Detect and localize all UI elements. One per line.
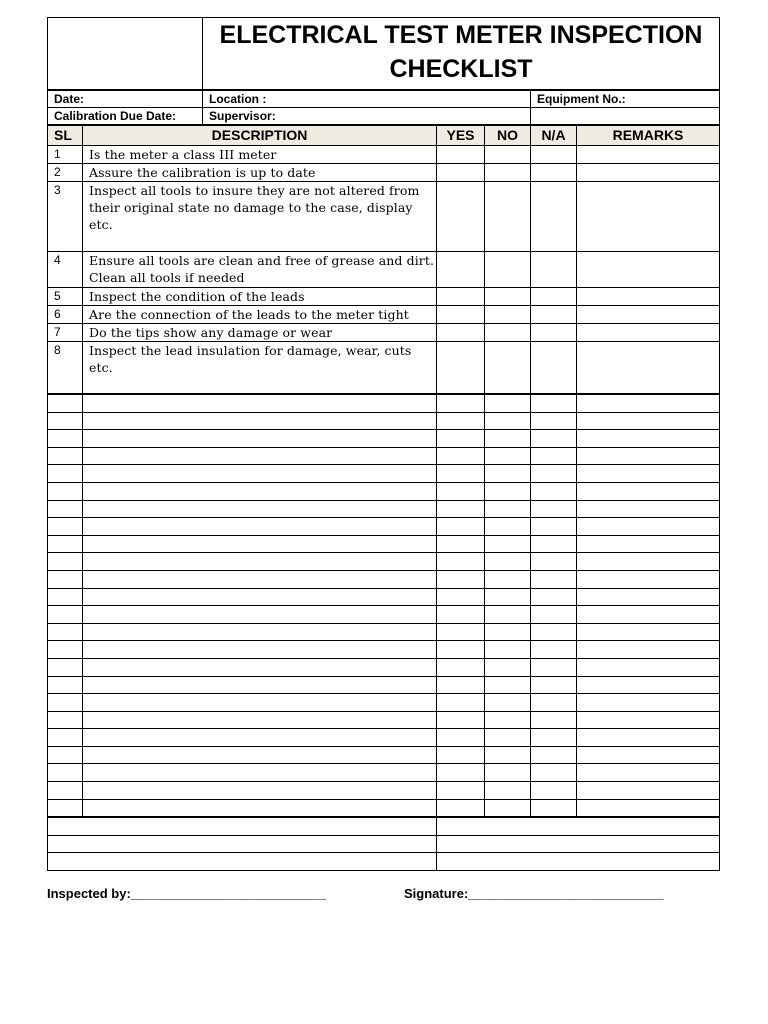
yes-cell[interactable] <box>437 146 485 164</box>
description-cell[interactable] <box>83 500 437 518</box>
remarks-cell[interactable] <box>577 711 720 729</box>
empty-row <box>48 729 720 747</box>
na-cell[interactable] <box>531 447 577 465</box>
row-sl: 7 <box>48 324 83 342</box>
remarks-cell[interactable] <box>577 252 720 288</box>
row-description: Are the connection of the leads to the meter tight <box>83 306 437 324</box>
na-cell[interactable] <box>531 146 577 164</box>
remarks-cell[interactable] <box>577 306 720 324</box>
description-cell[interactable] <box>83 535 437 553</box>
supervisor-field[interactable]: Supervisor: <box>203 108 531 125</box>
row-description: Inspect the lead insulation for damage, wear, cuts etc. <box>83 342 437 394</box>
remarks-cell[interactable] <box>577 430 720 448</box>
empty-row <box>48 606 720 624</box>
remarks-cell[interactable] <box>577 412 720 430</box>
yes-cell[interactable] <box>437 288 485 306</box>
date-field[interactable]: Date: <box>48 91 203 108</box>
remarks-cell[interactable] <box>577 782 720 800</box>
yes-cell[interactable] <box>437 729 485 747</box>
empty-row <box>48 535 720 553</box>
inspected-by-field[interactable]: Inspected by:___________________________ <box>47 886 327 901</box>
remarks-cell[interactable] <box>577 658 720 676</box>
table-row <box>48 324 720 342</box>
description-cell[interactable] <box>83 606 437 624</box>
note-row <box>48 853 720 871</box>
no-cell[interactable] <box>485 606 531 624</box>
sl-cell[interactable] <box>48 588 83 606</box>
no-cell[interactable] <box>485 447 531 465</box>
no-cell[interactable] <box>485 500 531 518</box>
no-cell[interactable] <box>485 182 531 252</box>
empty-row <box>48 518 720 536</box>
sl-cell[interactable] <box>48 465 83 483</box>
no-cell[interactable] <box>485 412 531 430</box>
remarks-cell[interactable] <box>577 676 720 694</box>
no-cell[interactable] <box>485 799 531 817</box>
na-cell[interactable] <box>531 711 577 729</box>
description-cell[interactable] <box>83 782 437 800</box>
sl-cell[interactable] <box>48 518 83 536</box>
no-cell[interactable] <box>485 342 531 394</box>
yes-cell[interactable] <box>437 395 485 413</box>
blank-rows <box>48 395 720 817</box>
yes-cell[interactable] <box>437 164 485 182</box>
empty-row <box>48 782 720 800</box>
row-description: Do the tips show any damage or wear <box>83 324 437 342</box>
no-cell[interactable] <box>485 658 531 676</box>
empty-row <box>48 430 720 448</box>
blank-meta-cell[interactable] <box>531 108 720 125</box>
yes-cell[interactable] <box>437 799 485 817</box>
no-cell[interactable] <box>485 623 531 641</box>
yes-cell[interactable] <box>437 518 485 536</box>
sl-cell[interactable] <box>48 430 83 448</box>
na-cell[interactable] <box>531 588 577 606</box>
no-cell[interactable] <box>485 729 531 747</box>
remarks-cell[interactable] <box>577 518 720 536</box>
remarks-cell[interactable] <box>577 623 720 641</box>
no-cell[interactable] <box>485 746 531 764</box>
yes-cell[interactable] <box>437 430 485 448</box>
yes-cell[interactable] <box>437 694 485 712</box>
description-cell[interactable] <box>83 482 437 500</box>
empty-row <box>48 676 720 694</box>
checklist-sheet <box>47 17 719 871</box>
no-cell[interactable] <box>485 146 531 164</box>
note-rows <box>48 818 720 871</box>
remarks-cell[interactable] <box>577 553 720 571</box>
sl-cell[interactable] <box>48 500 83 518</box>
no-cell[interactable] <box>485 288 531 306</box>
no-cell[interactable] <box>485 518 531 536</box>
yes-cell[interactable] <box>437 711 485 729</box>
row-sl: 1 <box>48 146 83 164</box>
col-remarks: REMARKS <box>577 126 720 146</box>
remarks-cell[interactable] <box>577 395 720 413</box>
no-cell[interactable] <box>485 306 531 324</box>
remarks-cell[interactable] <box>577 694 720 712</box>
na-cell[interactable] <box>531 746 577 764</box>
na-cell[interactable] <box>531 729 577 747</box>
na-cell[interactable] <box>531 182 577 252</box>
na-cell[interactable] <box>531 306 577 324</box>
description-cell[interactable] <box>83 447 437 465</box>
na-cell[interactable] <box>531 782 577 800</box>
yes-cell[interactable] <box>437 482 485 500</box>
yes-cell[interactable] <box>437 252 485 288</box>
column-header-row <box>48 126 720 146</box>
table-row <box>48 146 720 164</box>
remarks-cell[interactable] <box>577 146 720 164</box>
empty-row <box>48 553 720 571</box>
description-cell[interactable] <box>83 553 437 571</box>
table-row <box>48 342 720 394</box>
description-cell[interactable] <box>83 746 437 764</box>
logo-box <box>48 18 203 90</box>
empty-row <box>48 465 720 483</box>
row-sl: 6 <box>48 306 83 324</box>
remarks-cell[interactable] <box>577 465 720 483</box>
col-na: N/A <box>531 126 577 146</box>
yes-cell[interactable] <box>437 746 485 764</box>
sl-cell[interactable] <box>48 412 83 430</box>
note-cell-left[interactable] <box>48 818 437 836</box>
no-cell[interactable] <box>485 535 531 553</box>
blank-rows-table <box>47 394 720 817</box>
empty-row <box>48 799 720 817</box>
na-cell[interactable] <box>531 324 577 342</box>
table-row <box>48 306 720 324</box>
no-cell[interactable] <box>485 694 531 712</box>
remarks-cell[interactable] <box>577 746 720 764</box>
sl-cell[interactable] <box>48 764 83 782</box>
row-sl: 3 <box>48 182 83 252</box>
location-field[interactable]: Location : <box>203 91 531 108</box>
remarks-cell[interactable] <box>577 500 720 518</box>
yes-cell[interactable] <box>437 447 485 465</box>
no-cell[interactable] <box>485 553 531 571</box>
empty-row <box>48 764 720 782</box>
table-row <box>48 164 720 182</box>
sl-cell[interactable] <box>48 447 83 465</box>
sl-cell[interactable] <box>48 641 83 659</box>
sl-cell[interactable] <box>48 746 83 764</box>
no-cell[interactable] <box>485 764 531 782</box>
note-cell-right[interactable] <box>437 835 720 853</box>
na-cell[interactable] <box>531 570 577 588</box>
description-cell[interactable] <box>83 465 437 483</box>
na-cell[interactable] <box>531 764 577 782</box>
remarks-cell[interactable] <box>577 447 720 465</box>
remarks-cell[interactable] <box>577 164 720 182</box>
empty-row <box>48 746 720 764</box>
row-description: Inspect all tools to insure they are not altered from their original state no damage to the case, display etc. <box>83 182 437 252</box>
description-cell[interactable] <box>83 623 437 641</box>
remarks-cell[interactable] <box>577 535 720 553</box>
sl-cell[interactable] <box>48 535 83 553</box>
no-cell[interactable] <box>485 676 531 694</box>
no-cell[interactable] <box>485 164 531 182</box>
description-cell[interactable] <box>83 588 437 606</box>
col-sl: SL <box>48 126 83 146</box>
title-line-2: CHECKLIST <box>389 55 533 83</box>
remarks-cell[interactable] <box>577 729 720 747</box>
page-title <box>203 18 720 90</box>
na-cell[interactable] <box>531 676 577 694</box>
description-cell[interactable] <box>83 641 437 659</box>
sl-cell[interactable] <box>48 694 83 712</box>
description-cell[interactable] <box>83 799 437 817</box>
remarks-cell[interactable] <box>577 588 720 606</box>
note-row <box>48 835 720 853</box>
signature-field[interactable]: Signature:___________________________ <box>404 886 664 901</box>
notes-table <box>47 817 720 871</box>
no-cell[interactable] <box>485 465 531 483</box>
yes-cell[interactable] <box>437 553 485 571</box>
yes-cell[interactable] <box>437 641 485 659</box>
yes-cell[interactable] <box>437 535 485 553</box>
sl-cell[interactable] <box>48 553 83 571</box>
empty-row <box>48 447 720 465</box>
remarks-cell[interactable] <box>577 182 720 252</box>
row-description: Is the meter a class III meter <box>83 146 437 164</box>
table-row <box>48 252 720 288</box>
sl-cell[interactable] <box>48 799 83 817</box>
description-cell[interactable] <box>83 395 437 413</box>
yes-cell[interactable] <box>437 782 485 800</box>
row-sl: 5 <box>48 288 83 306</box>
yes-cell[interactable] <box>437 412 485 430</box>
table-row <box>48 288 720 306</box>
description-cell[interactable] <box>83 518 437 536</box>
row-description: Ensure all tools are clean and free of grease and dirt. Clean all tools if needed <box>83 252 437 288</box>
empty-row <box>48 711 720 729</box>
sl-cell[interactable] <box>48 482 83 500</box>
empty-row <box>48 500 720 518</box>
title-line-1: ELECTRICAL TEST METER INSPECTION <box>219 21 703 49</box>
note-row <box>48 818 720 836</box>
sl-cell[interactable] <box>48 729 83 747</box>
sl-cell[interactable] <box>48 606 83 624</box>
na-cell[interactable] <box>531 799 577 817</box>
no-cell[interactable] <box>485 252 531 288</box>
na-cell[interactable] <box>531 482 577 500</box>
description-cell[interactable] <box>83 764 437 782</box>
col-yes: YES <box>437 126 485 146</box>
remarks-cell[interactable] <box>577 606 720 624</box>
yes-cell[interactable] <box>437 764 485 782</box>
description-cell[interactable] <box>83 430 437 448</box>
yes-cell[interactable] <box>437 182 485 252</box>
description-cell[interactable] <box>83 658 437 676</box>
row-description: Assure the calibration is up to date <box>83 164 437 182</box>
remarks-cell[interactable] <box>577 342 720 394</box>
sl-cell[interactable] <box>48 623 83 641</box>
table-row <box>48 182 720 252</box>
note-cell-left[interactable] <box>48 835 437 853</box>
yes-cell[interactable] <box>437 324 485 342</box>
equipment-field[interactable]: Equipment No.: <box>531 91 720 108</box>
note-cell-right[interactable] <box>437 818 720 836</box>
row-sl: 2 <box>48 164 83 182</box>
no-cell[interactable] <box>485 641 531 659</box>
na-cell[interactable] <box>531 164 577 182</box>
na-cell[interactable] <box>531 252 577 288</box>
remarks-cell[interactable] <box>577 288 720 306</box>
remarks-cell[interactable] <box>577 764 720 782</box>
note-cell-left[interactable] <box>48 853 437 871</box>
remarks-cell[interactable] <box>577 641 720 659</box>
empty-row <box>48 658 720 676</box>
sl-cell[interactable] <box>48 658 83 676</box>
no-cell[interactable] <box>485 711 531 729</box>
no-cell[interactable] <box>485 430 531 448</box>
no-cell[interactable] <box>485 588 531 606</box>
na-cell[interactable] <box>531 606 577 624</box>
na-cell[interactable] <box>531 430 577 448</box>
na-cell[interactable] <box>531 342 577 394</box>
yes-cell[interactable] <box>437 465 485 483</box>
description-cell[interactable] <box>83 412 437 430</box>
row-sl: 4 <box>48 252 83 288</box>
remarks-cell[interactable] <box>577 799 720 817</box>
note-cell-right[interactable] <box>437 853 720 871</box>
yes-cell[interactable] <box>437 623 485 641</box>
na-cell[interactable] <box>531 553 577 571</box>
col-no: NO <box>485 126 531 146</box>
description-cell[interactable] <box>83 729 437 747</box>
empty-row <box>48 694 720 712</box>
sl-cell[interactable] <box>48 570 83 588</box>
yes-cell[interactable] <box>437 306 485 324</box>
empty-row <box>48 588 720 606</box>
description-cell[interactable] <box>83 694 437 712</box>
description-cell[interactable] <box>83 676 437 694</box>
remarks-cell[interactable] <box>577 324 720 342</box>
col-description: DESCRIPTION <box>83 126 437 146</box>
no-cell[interactable] <box>485 324 531 342</box>
empty-row <box>48 395 720 413</box>
na-cell[interactable] <box>531 500 577 518</box>
no-cell[interactable] <box>485 395 531 413</box>
empty-row <box>48 570 720 588</box>
yes-cell[interactable] <box>437 676 485 694</box>
empty-row <box>48 641 720 659</box>
no-cell[interactable] <box>485 570 531 588</box>
remarks-cell[interactable] <box>577 570 720 588</box>
na-cell[interactable] <box>531 535 577 553</box>
no-cell[interactable] <box>485 782 531 800</box>
yes-cell[interactable] <box>437 342 485 394</box>
no-cell[interactable] <box>485 482 531 500</box>
yes-cell[interactable] <box>437 588 485 606</box>
na-cell[interactable] <box>531 395 577 413</box>
checklist-table <box>47 125 720 394</box>
sl-cell[interactable] <box>48 711 83 729</box>
row-description: Inspect the condition of the leads <box>83 288 437 306</box>
empty-row <box>48 412 720 430</box>
row-sl: 8 <box>48 342 83 394</box>
remarks-cell[interactable] <box>577 482 720 500</box>
header-table <box>47 17 720 90</box>
yes-cell[interactable] <box>437 658 485 676</box>
na-cell[interactable] <box>531 623 577 641</box>
na-cell[interactable] <box>531 465 577 483</box>
na-cell[interactable] <box>531 412 577 430</box>
sl-cell[interactable] <box>48 676 83 694</box>
yes-cell[interactable] <box>437 606 485 624</box>
na-cell[interactable] <box>531 641 577 659</box>
na-cell[interactable] <box>531 288 577 306</box>
yes-cell[interactable] <box>437 500 485 518</box>
sl-cell[interactable] <box>48 782 83 800</box>
na-cell[interactable] <box>531 694 577 712</box>
yes-cell[interactable] <box>437 570 485 588</box>
na-cell[interactable] <box>531 658 577 676</box>
empty-row <box>48 482 720 500</box>
sl-cell[interactable] <box>48 395 83 413</box>
meta-table <box>47 90 720 125</box>
description-cell[interactable] <box>83 570 437 588</box>
description-cell[interactable] <box>83 711 437 729</box>
na-cell[interactable] <box>531 518 577 536</box>
calibration-due-field[interactable]: Calibration Due Date: <box>48 108 203 125</box>
empty-row <box>48 623 720 641</box>
